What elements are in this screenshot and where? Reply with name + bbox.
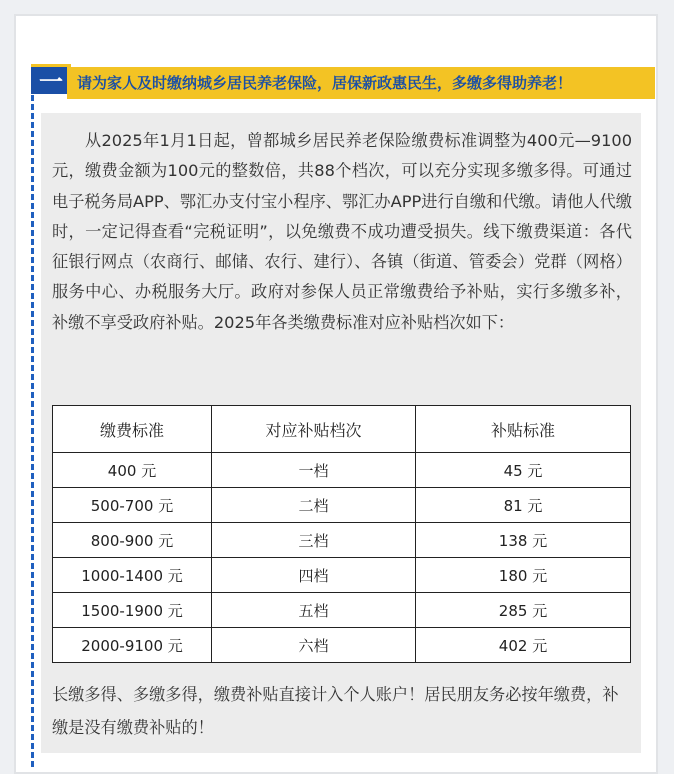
- section-banner: [31, 64, 655, 100]
- subsidy-cell: 180 元: [416, 558, 631, 593]
- table-header-row: [53, 406, 631, 453]
- table-row: [53, 488, 631, 523]
- subsidy-cell: 45 元: [416, 453, 631, 488]
- table-row: [53, 628, 631, 663]
- payment-cell: 400 元: [53, 453, 212, 488]
- table-row: [53, 453, 631, 488]
- level-cell: 四档: [212, 558, 416, 593]
- section-number-badge: 一: [31, 64, 71, 94]
- subsidy-cell: 138 元: [416, 523, 631, 558]
- level-cell: 五档: [212, 593, 416, 628]
- level-cell: 六档: [212, 628, 416, 663]
- subsidy-cell: 402 元: [416, 628, 631, 663]
- level-cell: 一档: [212, 453, 416, 488]
- table-row: [53, 593, 631, 628]
- subsidy-cell: 81 元: [416, 488, 631, 523]
- level-cell: 三档: [212, 523, 416, 558]
- dashed-guide-line: [31, 95, 34, 767]
- header-subsidy-amount: 补贴标准: [416, 406, 631, 453]
- intro-paragraph: 从2025年1月1日起，曾都城乡居民养老保险缴费标准调整为400元—9100元，缴费金额为100元的整数倍，共88个档次，可以充分实现多缴多得。可通过电子税务局APP、鄂汇办支付宝小程序、鄂汇办APP进行自缴和代缴。请他人代缴时，一定记得查看“完税证明”，以免缴费不成功遭受损失。线下缴费渠道：各代征银行网点（农商行、邮储、农行、建行）、各镇（街道、管委会）党群（网格）服务中心、办税服务大厅。政府对参保人员正常缴费给予补贴，实行多缴多补，补缴不享受政府补贴。2025年各类缴费标准对应补贴档次如下：: [52, 126, 632, 338]
- header-payment-standard: 缴费标准: [53, 406, 212, 453]
- table-row: [53, 523, 631, 558]
- header-subsidy-level: 对应补贴档次: [212, 406, 416, 453]
- subsidy-table: [52, 405, 631, 663]
- payment-cell: 800-900 元: [53, 523, 212, 558]
- payment-cell: 500-700 元: [53, 488, 212, 523]
- payment-cell: 1500-1900 元: [53, 593, 212, 628]
- level-cell: 二档: [212, 488, 416, 523]
- payment-cell: 1000-1400 元: [53, 558, 212, 593]
- table-row: [53, 558, 631, 593]
- footer-paragraph: 长缴多得、多缴多得，缴费补贴直接计入个人账户！居民朋友务必按年缴费，补缴是没有缴费补贴的！: [52, 678, 634, 744]
- subsidy-cell: 285 元: [416, 593, 631, 628]
- payment-cell: 2000-9100 元: [53, 628, 212, 663]
- section-title: 请为家人及时缴纳城乡居民养老保险，居保新政惠民生，多缴多得助养老！: [77, 67, 572, 99]
